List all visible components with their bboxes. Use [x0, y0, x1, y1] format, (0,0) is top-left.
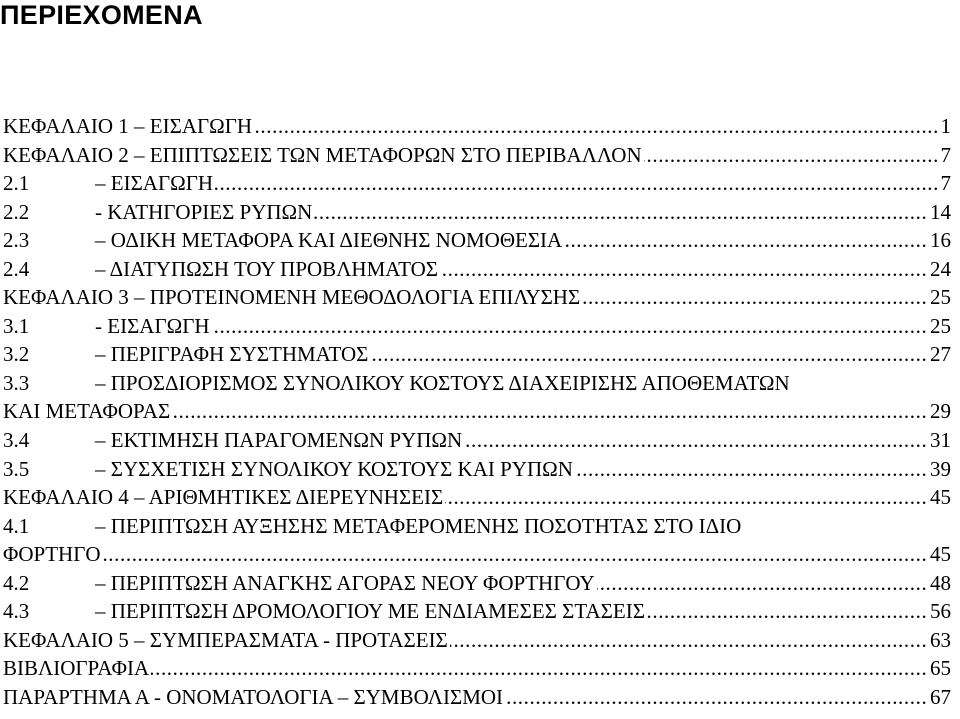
toc-entry[interactable] — [3, 226, 951, 255]
toc-entry-page-number: 27 — [927, 340, 951, 368]
toc-entry-number: 4.1 — [3, 513, 30, 538]
toc-entry-title — [3, 685, 505, 709]
toc-entry-text: ΒΙΒΛΙΟΓΡΑΦΙΑ — [3, 656, 150, 681]
toc-entry-page-number: 67 — [927, 683, 951, 711]
toc-entry[interactable] — [3, 455, 951, 484]
toc-entry-number: 3.3 — [3, 370, 30, 395]
toc-entry-text: ΚΑΙ ΜΕΤΑΦΟΡΑΣ — [3, 399, 171, 424]
toc-entry-text: – ΕΚΤΙΜΗΣΗ ΠΑΡΑΓΟΜΕΝΩΝ ΡΥΠΩΝ — [95, 428, 463, 453]
toc-entry-page-number: 48 — [927, 569, 951, 597]
toc-entry[interactable] — [3, 255, 951, 284]
toc-entry-number: 3.5 — [3, 456, 30, 481]
toc-entry-page-number: 29 — [927, 397, 951, 425]
toc-entry[interactable] — [3, 112, 951, 141]
toc-entry-title — [3, 656, 151, 680]
toc-entry-text: – ΠΕΡΙΠΤΩΣΗ ΑΝΑΓΚΗΣ ΑΓΟΡΑΣ ΝΕΟΥ ΦΟΡΤΗΓΟΥ — [95, 570, 595, 595]
toc-entry[interactable] — [3, 369, 951, 398]
toc-entry-text: ΚΕΦΑΛΑΙΟ 1 – ΕΙΣΑΓΩΓΗ — [3, 114, 253, 138]
toc-entry-number: 3.4 — [3, 428, 30, 453]
toc-entry-title — [3, 514, 743, 538]
toc-entry-text: ΚΕΦΑΛΑΙΟ 4 – ΑΡΙΘΜΗΤΙΚΕΣ ΔΙΕΡΕΥΝΗΣΕΙΣ — [3, 485, 444, 510]
toc-entry-title — [3, 599, 647, 623]
toc-entry-text: - ΚΑΤΗΓΟΡΙΕΣ ΡΥΠΩΝ — [95, 199, 313, 224]
toc-entry[interactable] — [3, 597, 951, 626]
toc-entry[interactable] — [3, 626, 951, 655]
toc-entry-text: ΚΕΦΑΛΑΙΟ 3 – ΠΡΟΤΕΙΝΟΜΕΝΗ ΜΕΘΟΔΟΛΟΓΙΑ ΕΠΙΛΥΣΗΣ — [3, 285, 581, 310]
page-title: ΠΕΡΙΕΧΟΜΕΝΑ — [0, 0, 203, 30]
toc-entry[interactable] — [3, 540, 951, 569]
toc-entry[interactable] — [3, 340, 951, 369]
toc-entry-number: 4.2 — [3, 570, 30, 595]
toc-entry-title — [3, 571, 597, 595]
toc-entry[interactable] — [3, 512, 951, 541]
toc-entry-title — [3, 485, 445, 509]
toc-entry-title — [3, 314, 212, 338]
toc-entry-text: ΠΑΡΑΡΤΗΜΑ Α - ΟΝΟΜΑΤΟΛΟΓΙΑ – ΣΥΜΒΟΛΙΣΜΟΙ — [3, 684, 504, 709]
toc-entry-page-number: 45 — [927, 540, 951, 568]
toc-entry-title — [3, 114, 254, 138]
toc-entry[interactable] — [3, 483, 951, 512]
toc-entry[interactable] — [3, 683, 951, 712]
toc-entry-number: 2.3 — [3, 228, 30, 253]
toc-entry-title — [3, 342, 370, 366]
toc-entry-text: ΚΕΦΑΛΑΙΟ 5 – ΣΥΜΠΕΡΑΣΜΑΤΑ - ΠΡΟΤΑΣΕΙΣ — [3, 627, 448, 652]
toc-entry-page-number: 14 — [927, 198, 951, 226]
toc-entry[interactable] — [3, 397, 951, 426]
toc-entry-number: 2.1 — [3, 171, 30, 196]
toc-entry-number: 3.1 — [3, 313, 30, 338]
toc-entry-page-number: 7 — [938, 141, 952, 169]
toc-entry-page-number: 63 — [927, 626, 951, 654]
toc-entry-title — [3, 143, 644, 167]
toc-entry[interactable] — [3, 169, 951, 198]
toc-entry-title — [3, 371, 792, 395]
toc-entry-number: 2.2 — [3, 199, 30, 224]
toc-entry[interactable] — [3, 569, 951, 598]
toc-entry-text: ΦΟΡΤΗΓΟ — [3, 542, 101, 567]
toc-entry-text: – ΠΕΡΙΠΤΩΣΗ ΑΥΞΗΣΗΣ ΜΕΤΑΦΕΡΟΜΕΝΗΣ ΠΟΣΟΤΗΤΑΣ ΣΤΟ ΙΔΙΟ — [95, 513, 742, 538]
table-of-contents — [3, 112, 951, 711]
toc-entry-number: 2.4 — [3, 256, 30, 281]
toc-entry-text: - ΕΙΣΑΓΩΓΗ — [95, 313, 210, 338]
toc-entry-page-number: 1 — [938, 112, 952, 140]
toc-entry-number: 4.3 — [3, 599, 30, 624]
toc-entry-title — [3, 228, 564, 252]
toc-entry-text: – ΠΕΡΙΠΤΩΣΗ ΔΡΟΜΟΛΟΓΙΟΥ ΜΕ ΕΝΔΙΑΜΕΣΕΣ ΣΤΑΣΕΙΣ — [95, 599, 645, 624]
toc-entry-text: – ΠΡΟΣΔΙΟΡΙΣΜΟΣ ΣΥΝΟΛΙΚΟΥ ΚΟΣΤΟΥΣ ΔΙΑΧΕΙΡΙΣΗΣ ΑΠΟΘΕΜΑΤΩΝ — [95, 370, 790, 395]
toc-entry-page-number: 24 — [927, 255, 951, 283]
toc-entry-title — [3, 285, 582, 309]
toc-entry[interactable] — [3, 141, 951, 170]
toc-entry-page-number: 56 — [927, 597, 951, 625]
toc-entry-text: – ΣΥΣΧΕΤΙΣΗ ΣΥΝΟΛΙΚΟΥ ΚΟΣΤΟΥΣ ΚΑΙ ΡΥΠΩΝ — [95, 456, 573, 481]
toc-entry-page-number: 25 — [927, 283, 951, 311]
toc-entry-page-number: 16 — [927, 226, 951, 254]
toc-entry[interactable] — [3, 283, 951, 312]
toc-entry[interactable] — [3, 654, 951, 683]
toc-entry-page-number: 39 — [927, 455, 951, 483]
toc-entry[interactable] — [3, 198, 951, 227]
toc-entry-title — [3, 171, 215, 195]
toc-entry-text: – ΠΕΡΙΓΡΑΦΗ ΣΥΣΤΗΜΑΤΟΣ — [95, 342, 369, 367]
toc-entry-page-number: 25 — [927, 312, 951, 340]
toc-entry-title — [3, 542, 103, 566]
toc-entry-page-number: 31 — [927, 426, 951, 454]
toc-entry-title — [3, 399, 172, 423]
toc-entry-title — [3, 200, 314, 224]
toc-entry-page-number: 65 — [927, 654, 951, 682]
toc-entry-text: – ΔΙΑΤΥΠΩΣΗ ΤΟΥ ΠΡΟΒΛΗΜΑΤΟΣ — [95, 256, 438, 281]
toc-entry-text: ΚΕΦΑΛΑΙΟ 2 – ΕΠΙΠΤΩΣΕΙΣ ΤΩΝ ΜΕΤΑΦΟΡΩΝ ΣΤΟ ΠΕΡΙΒΑΛΛΟΝ — [3, 142, 642, 167]
toc-entry[interactable] — [3, 312, 951, 341]
toc-entry-number: 3.2 — [3, 342, 30, 367]
toc-entry[interactable] — [3, 426, 951, 455]
toc-entry-title — [3, 428, 464, 452]
toc-entry-text: – ΟΔΙΚΗ ΜΕΤΑΦΟΡΑ ΚΑΙ ΔΙΕΘΝΗΣ ΝΟΜΟΘΕΣΙΑ — [95, 228, 563, 253]
toc-entry-page-number: 7 — [938, 169, 952, 197]
toc-entry-title — [3, 257, 440, 281]
toc-entry-page-number: 45 — [927, 483, 951, 511]
toc-entry-text: – ΕΙΣΑΓΩΓΗ — [95, 171, 214, 196]
toc-entry-title — [3, 457, 575, 481]
toc-entry-title — [3, 628, 450, 652]
